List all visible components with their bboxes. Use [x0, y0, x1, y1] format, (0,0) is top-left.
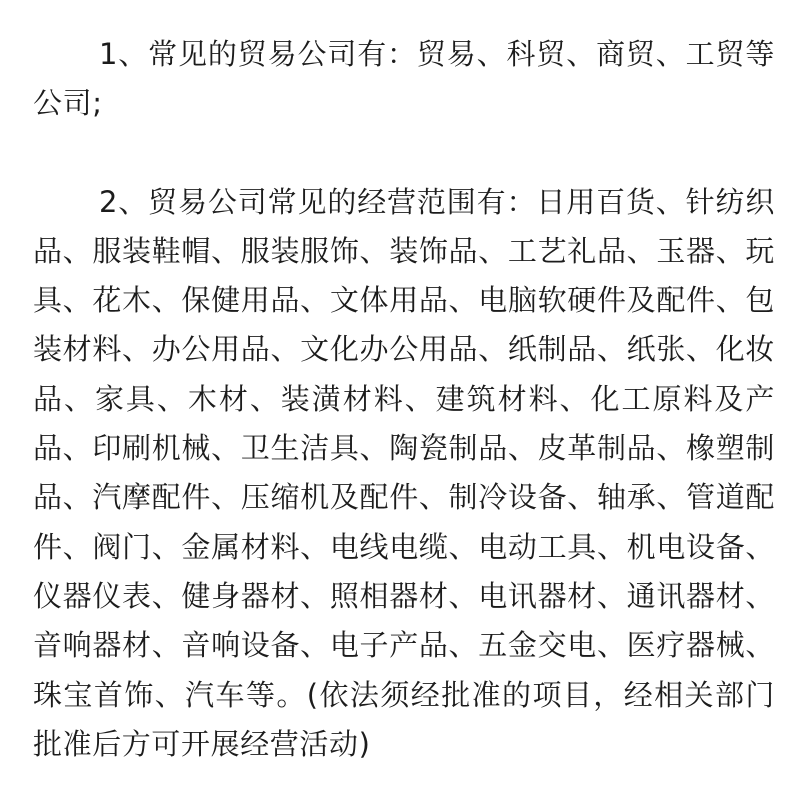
- paragraph-business-scope: 2、贸易公司常见的经营范围有：日用百货、针纺织品、服装鞋帽、服装服饰、装饰品、工艺礼品、玉器、玩具、花木、保健用品、文体用品、电脑软硬件及配件、包装材料、办公用品、文化办公用品、纸制品、纸张、化妆品、家具、木材、装潢材料、建筑材料、化工原料及产品、印刷机械、卫生洁具、陶瓷制品、皮革制品、橡塑制品、汽摩配件、压缩机及配件、制冷设备、轴承、管道配件、阀门、金属材料、电线电缆、电动工具、机电设备、仪器仪表、健身器材、照相器材、电讯器材、通讯器材、音响器材、音响设备、电子产品、五金交电、医疗器械、珠宝首饰、汽车等。(依法须经批准的项目，经相关部门批准后方可开展经营活动): [33, 184, 775, 761]
- paragraph-common-trading-company-types: 1、常见的贸易公司有：贸易、科贸、商贸、工贸等公司;: [33, 37, 775, 121]
- document-body: [33, 30, 775, 769]
